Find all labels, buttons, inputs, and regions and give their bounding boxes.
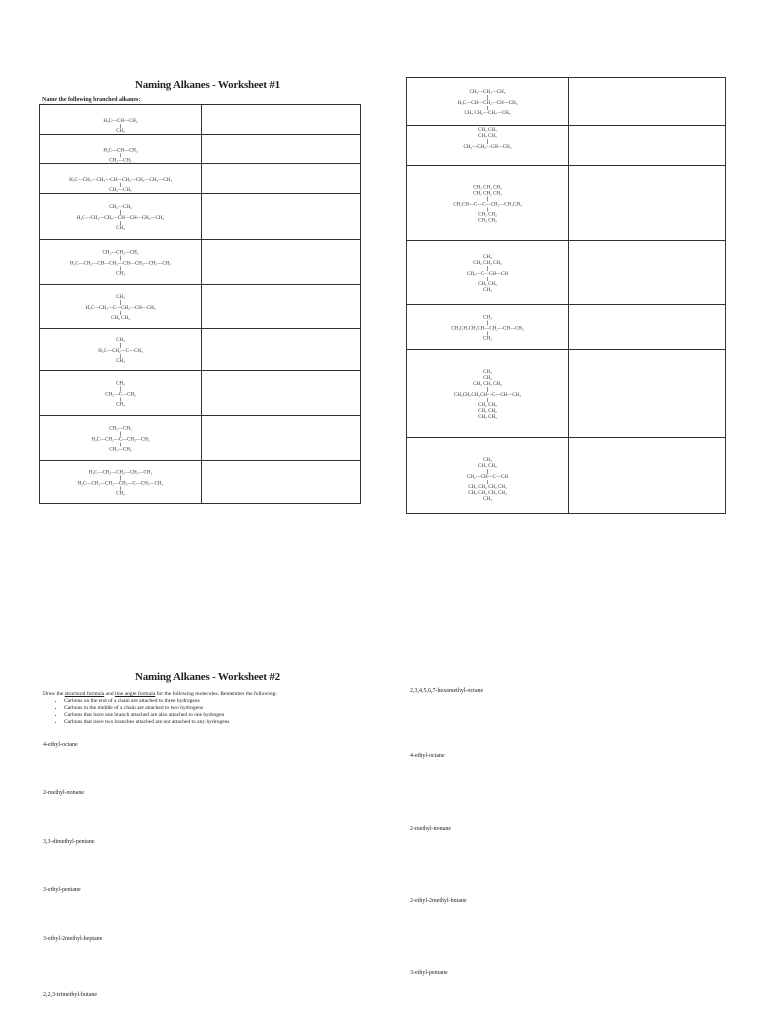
structural-formula <box>409 242 566 304</box>
formula-main: CH₃CH—C—C—CH₂—CH₂CH₃ <box>453 202 522 207</box>
structural-formula <box>42 330 199 370</box>
ws1-left-answer-cell[interactable] <box>202 461 361 504</box>
structural-formula <box>409 351 566 437</box>
structural-formula <box>409 167 566 240</box>
intro-prefix: Draw the <box>43 691 65 697</box>
formula-top: CH₂—CH₃ <box>109 426 132 431</box>
formula-main: CH₂—CH₂—CH—CH₂ <box>463 144 512 150</box>
ws1-right-row <box>407 241 726 305</box>
formula-bottom: CH₂—CH₃ <box>109 158 132 163</box>
formula-top: CH₃ <box>116 381 125 386</box>
ws1-left-molecule-cell <box>40 240 202 285</box>
ws1-right-molecule-cell <box>407 305 569 350</box>
formula-bottom: CH₃ CH₃ <box>478 414 497 420</box>
formula-top: H₃C—CH₂—CH₂—CH₂—CH₂ <box>88 470 153 475</box>
formula-main: H₃C—CH₂—C—CH₂—CH₃ <box>91 437 150 442</box>
ws1-left-answer-cell[interactable] <box>202 135 361 164</box>
ws1-left-molecule-cell <box>40 194 202 240</box>
formula-main: H₃C—CH₂—C—CH₃ <box>98 348 143 354</box>
structural-formula <box>42 136 199 163</box>
formula-main: H₃C—CH₂—CH₂—CH—CH₂—CH₂—CH₂—CH₃ <box>69 177 172 183</box>
formula-main: H₃C—CH₂—C—CH₂—CH—CH₃ <box>85 305 156 311</box>
formula-bottom: CH₃ CH₃ <box>111 315 130 321</box>
worksheet2-title: Naming Alkanes - Worksheet #2 <box>135 671 280 683</box>
problem-right-1: 2,3,4,5,6,7-hexamethyl-octane <box>410 688 484 694</box>
structural-formula <box>409 306 566 349</box>
formula-main: CH₃CH₂CH₂CH—CH₂—CH—CH₃ <box>451 326 524 331</box>
formula-bottom: CH₂—CH₃ <box>109 187 132 193</box>
structural-formula <box>42 241 199 284</box>
ws1-right-answer-cell[interactable] <box>569 78 726 126</box>
formula-top: CH₃ <box>483 369 492 375</box>
ws1-left-row <box>40 194 361 240</box>
ws1-left-row <box>40 461 361 504</box>
problem-left-6: 2,2,3-trimethyl-butane <box>43 992 97 998</box>
formula-bottom: CH₃ <box>116 402 125 407</box>
rule-item: • Carbons on the end of a chain are attached to three hydrogens <box>64 698 364 705</box>
intro-structural-formula: structural formula <box>64 691 105 697</box>
formula-top: CH₃ <box>483 254 492 260</box>
formula-bottom: CH₃ <box>116 271 125 276</box>
ws1-left-answer-cell[interactable] <box>202 329 361 371</box>
formula-top: CH₂ CH₂ CH₂ <box>473 191 502 196</box>
ws1-left-molecule-cell <box>40 329 202 371</box>
formula-top: CH₂ CH₃ CH₃ <box>473 260 502 266</box>
rule-item: • Carbons that have one branch attached are also attached to one hydrogen <box>64 712 364 719</box>
ws1-left-row <box>40 164 361 194</box>
formula-bottom: CH₃ <box>116 128 125 134</box>
formula-top: CH₃ <box>116 294 125 300</box>
ws1-left-answer-cell[interactable] <box>202 164 361 194</box>
ws1-left-answer-cell[interactable] <box>202 240 361 285</box>
formula-bottom: CH₃ <box>483 287 492 293</box>
structural-formula <box>409 127 566 165</box>
ws1-left-molecule-cell <box>40 164 202 194</box>
ws1-right-row <box>407 166 726 241</box>
formula-top: CH₂ <box>483 375 492 381</box>
formula-top: CH₂—CH₂—CH₃ <box>469 89 506 95</box>
ws1-left-answer-cell[interactable] <box>202 416 361 461</box>
worksheet2-intro <box>43 691 363 697</box>
ws1-right-row <box>407 126 726 166</box>
ws1-right-answer-cell[interactable] <box>569 305 726 350</box>
formula-bottom: CH₂ CH₃ <box>478 281 497 287</box>
problem-left-1: 4-ethyl-octane <box>43 742 78 748</box>
formula-bottom: CH₂ CH₂ CH₂ CH₃ <box>468 484 507 490</box>
ws1-right-answer-cell[interactable] <box>569 350 726 438</box>
ws1-right-molecule-cell <box>407 241 569 305</box>
ws1-left-answer-cell[interactable] <box>202 194 361 240</box>
ws1-left-row <box>40 371 361 416</box>
ws1-right-row <box>407 438 726 514</box>
formula-top: CH₃ CH₃ CH₃ <box>473 185 502 190</box>
formula-bottom: CH₃ <box>483 496 492 502</box>
formula-bottom: CH₂ CH₂ <box>478 212 497 217</box>
problem-left-2: 2-methyl-nonane <box>43 790 84 796</box>
formula-main: H₃C—CH₂—CH₂—CH₂—C—CH₂—CH₃ <box>77 481 164 486</box>
formula-top: CH₃ <box>483 457 492 463</box>
formula-main: CH₂—CH—C—CH <box>467 474 508 480</box>
ws1-left-molecule-cell <box>40 371 202 416</box>
formula-bottom: CH₂—CH₃ <box>109 447 132 452</box>
structural-formula <box>42 372 199 415</box>
formula-bottom: CH₃ CH₃ <box>478 218 497 223</box>
ws1-right-answer-cell[interactable] <box>569 126 726 166</box>
formula-top: CH₃ <box>116 337 125 343</box>
formula-bottom: CH₃ CH₂—CH₂—CH₃ <box>464 110 511 116</box>
formula-bottom: CH₃ <box>483 336 492 341</box>
problem-left-3: 3,3-dimethyl-pentane <box>43 839 95 845</box>
formula-main: H₃C—CH₂—CH₂—CH—CH—CH₂—CH₃ <box>76 215 165 221</box>
ws1-left-row <box>40 416 361 461</box>
ws1-left-answer-cell[interactable] <box>202 105 361 135</box>
ws1-left-row <box>40 240 361 285</box>
formula-bottom: CH₃ <box>116 358 125 364</box>
ws1-right-molecule-cell <box>407 126 569 166</box>
ws1-left-molecule-cell <box>40 416 202 461</box>
structural-formula <box>42 417 199 460</box>
worksheet1-right-table <box>406 77 726 514</box>
ws1-left-molecule-cell <box>40 285 202 329</box>
ws1-right-molecule-cell <box>407 350 569 438</box>
ws1-left-molecule-cell <box>40 461 202 504</box>
problem-left-5: 3-ethyl-2methyl-heptane <box>43 936 103 942</box>
problem-right-3: 2-methyl-nonane <box>410 826 451 832</box>
problem-right-5: 3-ethyl-pentane <box>410 970 448 976</box>
ws1-left-answer-cell[interactable] <box>202 371 361 416</box>
ws1-right-answer-cell[interactable] <box>569 166 726 241</box>
worksheet1-instruction: Name the following branched alkanes: <box>42 97 141 103</box>
rule-item: • Carbons that have two branches attached are not attached to any hydrogens <box>64 719 364 726</box>
problem-left-4: 3-ethyl-pentane <box>43 887 81 893</box>
formula-main: H₃C—CH—CH₂—CH—CH₃ <box>457 100 518 106</box>
formula-top: CH₃ CH₃ CH₂ <box>473 381 502 387</box>
ws1-right-answer-cell[interactable] <box>569 438 726 514</box>
intro-line-angle-formula: line angle formula <box>114 691 156 697</box>
intro-suffix: for the following molecules. Remember the following: <box>155 691 277 697</box>
ws1-right-molecule-cell <box>407 166 569 241</box>
ws1-right-molecule-cell <box>407 438 569 514</box>
formula-main: CH₃—C—CH₃ <box>105 392 136 397</box>
formula-bottom: CH₂ CH₂ <box>478 402 497 408</box>
structural-formula <box>42 106 199 134</box>
formula-main: H₃C—CH—CH₃ <box>103 148 138 153</box>
formula-bottom: CH₃ <box>116 491 125 496</box>
structural-formula <box>42 165 199 193</box>
worksheet1-left-table <box>39 104 361 504</box>
structural-formula <box>42 286 199 328</box>
structural-formula <box>409 439 566 513</box>
ws1-right-answer-cell[interactable] <box>569 241 726 305</box>
intro-mid: and <box>104 691 115 697</box>
ws1-left-molecule-cell <box>40 135 202 164</box>
formula-top: CH₂—CH₂—CH₃ <box>102 250 139 255</box>
formula-top: CH₃ CH₂ <box>478 463 497 469</box>
ws1-left-row <box>40 105 361 135</box>
structural-formula <box>42 195 199 239</box>
formula-bottom: CH₂ CH₂ <box>478 408 497 414</box>
formula-top: CH₃ CH₃ <box>478 127 497 133</box>
structural-formula <box>42 462 199 503</box>
ws1-left-row <box>40 329 361 371</box>
ws1-right-row <box>407 350 726 438</box>
ws1-right-row <box>407 305 726 350</box>
ws1-right-row <box>407 78 726 126</box>
formula-bottom: CH₂ CH₃ CH₃ CH₃ <box>468 490 507 496</box>
problem-right-2: 4-ethyl-octane <box>410 753 445 759</box>
formula-main: H₃C—CH₂—CH—CH₂—CH—CH₂—CH₂—CH₃ <box>69 261 172 266</box>
formula-top: CH₂—CH₃ <box>109 204 132 210</box>
worksheet2-rules <box>50 698 364 726</box>
worksheet1-title: Naming Alkanes - Worksheet #1 <box>135 79 280 91</box>
formula-main: CH₃CH₂CH₂CH—C—CH—CH₂ <box>454 392 521 398</box>
ws1-left-molecule-cell <box>40 105 202 135</box>
formula-main: CH₃—C—CH—CH <box>467 271 508 277</box>
formula-top: CH₃ <box>483 315 492 320</box>
structural-formula <box>409 79 566 125</box>
ws1-left-answer-cell[interactable] <box>202 285 361 329</box>
formula-top: CH₃ CH₂ <box>478 133 497 139</box>
ws1-right-molecule-cell <box>407 78 569 126</box>
ws1-left-row <box>40 135 361 164</box>
formula-main: H₃C—CH—CH₃ <box>103 118 138 124</box>
rule-item: • Carbons in the middle of a chain are attached to two hydrogens <box>64 705 364 712</box>
problem-right-4: 2-ethyl-2methyl-butane <box>410 898 467 904</box>
formula-bottom: CH₃ <box>116 225 125 231</box>
ws1-left-row <box>40 285 361 329</box>
